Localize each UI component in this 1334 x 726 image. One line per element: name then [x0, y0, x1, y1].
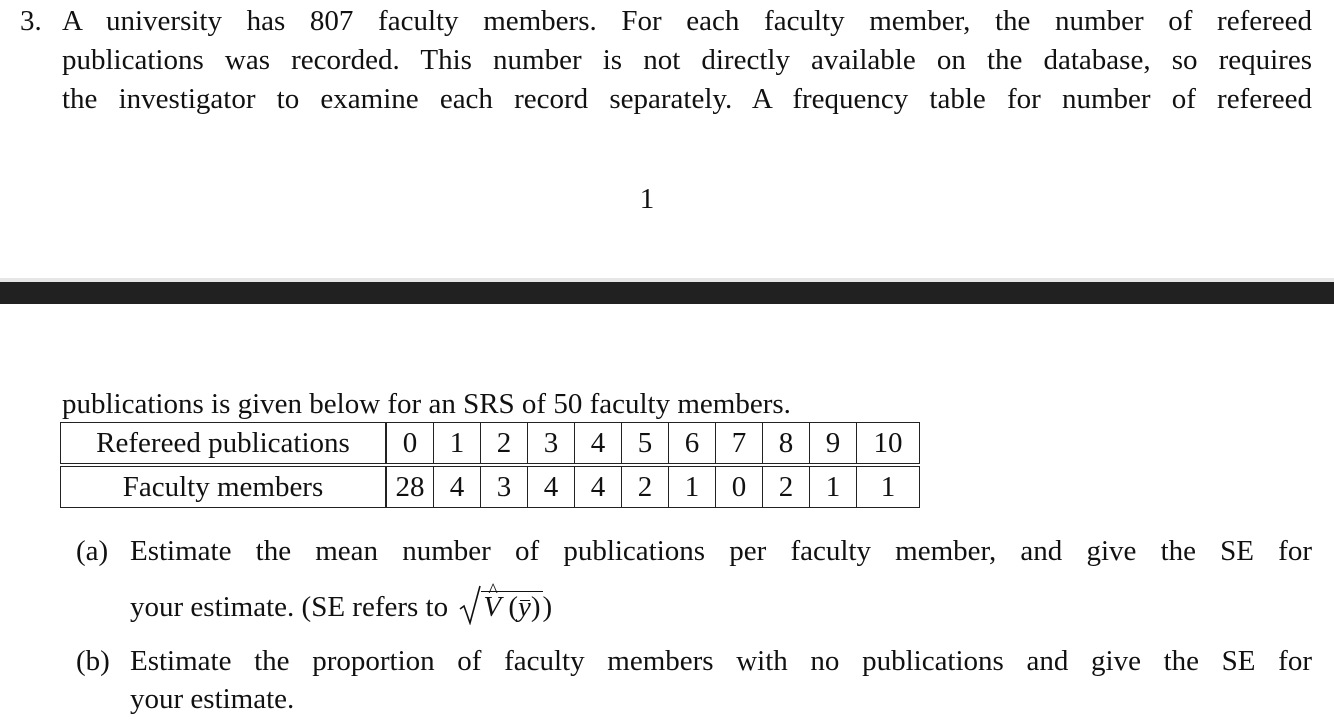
- part-a-text-line-1: Estimate the mean number of publications per faculty member, and give the SE for: [130, 535, 1312, 567]
- question-text-line-3: the investigator to examine each record separately. A frequency table for number of refereed: [62, 83, 1312, 115]
- part-a-text-suffix: ): [542, 591, 553, 623]
- part-a-label: (a): [76, 535, 109, 567]
- question-text-line-1: A university has 807 faculty members. For each faculty member, the number of refereed: [62, 5, 1312, 37]
- frequency-table-publications-row: [60, 422, 920, 464]
- question-text-continuation: publications is given below for an SRS of 50 faculty members.: [62, 388, 791, 420]
- part-b-text-line-1: Estimate the proportion of faculty members with no publications and give the SE for: [130, 645, 1312, 677]
- part-a-text-line-2: [130, 585, 552, 626]
- question-text-line-2: publications was recorded. This number is not directly available on the database, so requires: [62, 44, 1312, 76]
- table-cell: 3: [481, 467, 528, 508]
- table-cell: 0: [386, 423, 434, 464]
- table-cell: 28: [386, 467, 434, 508]
- part-a-text-prefix: your estimate. (SE refers to: [130, 591, 449, 623]
- table-cell: 2: [481, 423, 528, 464]
- math-paren-close: ): [530, 591, 541, 623]
- radical-sign-icon: [459, 585, 481, 625]
- math-V-hat: ^ V: [483, 592, 501, 622]
- part-b-label: (b): [76, 645, 110, 677]
- table-cell: 10: [857, 423, 920, 464]
- math-y-bar: y: [517, 591, 531, 623]
- radicand: [481, 591, 542, 622]
- table-cell: 5: [622, 423, 669, 464]
- square-root-expression: [459, 585, 542, 626]
- table-cell: 4: [528, 467, 575, 508]
- page-break-bar: [0, 282, 1334, 304]
- table-cell: 1: [669, 467, 716, 508]
- table-cell: 9: [810, 423, 857, 464]
- table-cell: 4: [575, 423, 622, 464]
- page-number: 1: [639, 183, 655, 215]
- table-cell: 6: [669, 423, 716, 464]
- table-cell: 1: [810, 467, 857, 508]
- table-row-label: Faculty members: [61, 467, 387, 508]
- table-cell: 0: [716, 467, 763, 508]
- question-number: 3.: [20, 5, 42, 37]
- table-cell: 3: [528, 423, 575, 464]
- table-row-label: Refereed publications: [61, 423, 387, 464]
- table-cell: 2: [763, 467, 810, 508]
- table-cell: 8: [763, 423, 810, 464]
- table-cell: 4: [434, 467, 481, 508]
- math-paren-open: (: [501, 591, 518, 623]
- table-cell: 1: [857, 467, 920, 508]
- table-cell: 1: [434, 423, 481, 464]
- table-cell: 2: [622, 467, 669, 508]
- table-cell: 4: [575, 467, 622, 508]
- table-cell: 7: [716, 423, 763, 464]
- part-b-text-line-2: your estimate.: [130, 683, 295, 715]
- frequency-table-faculty-row: [60, 466, 920, 508]
